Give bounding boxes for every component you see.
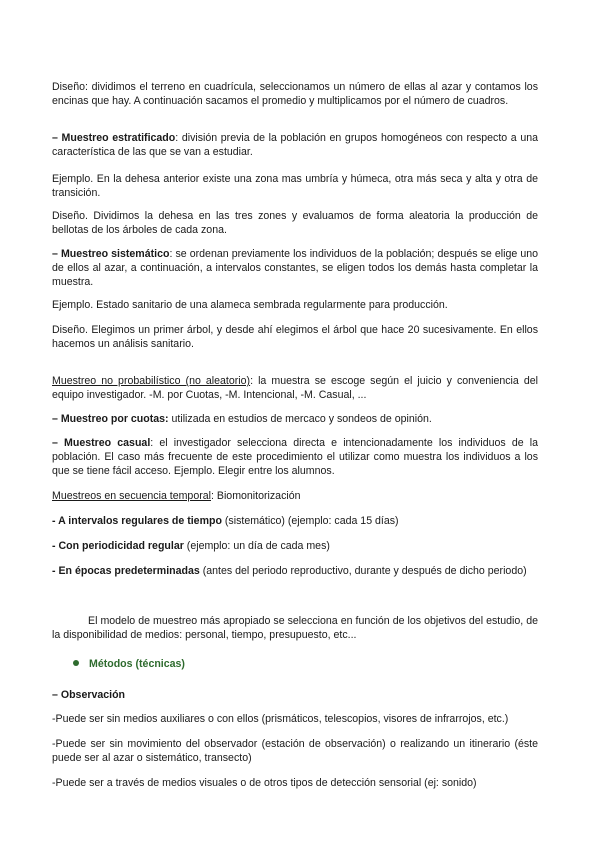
term-muestreo-cuotas: – Muestreo por cuotas:: [52, 413, 169, 425]
definition: : el investigador selecciona directa e intencionadamente los individuos de la población. El caso más frecuente de este procedimiento el utilizar como muestra los individuos a los que se tiene fácil acceso. Ejemplo. Elegir entre los alumnos.: [52, 437, 538, 477]
paragraph-diseno-cuadricula: [52, 80, 538, 108]
text: -Puede ser sin medios auxiliares o con ellos (prismáticos, telescopios, visores de infrarrojos, etc.): [52, 713, 509, 725]
text: El modelo de muestreo más apropiado se selecciona en función de los objetivos del estudio, de la disponibilidad de medios: personal, tiempo, presupuesto, etc...: [52, 615, 538, 641]
definition: utilizada en estudios de mercaco y sondeos de opinión.: [168, 413, 432, 425]
paragraph-medios-auxiliares: [52, 712, 538, 726]
paragraph-diseno-dehesa: [52, 209, 538, 237]
definition: : la muestra se escoge según el juicio y conveniencia del equipo investigador. -M. por Cuotas, -M. Intencional, -M. Casual, ...: [52, 375, 538, 401]
bullet-icon: [73, 660, 79, 666]
term-muestreo-casual: – Muestreo casual: [52, 437, 151, 449]
definition: (sistemático) (ejemplo: cada 15 días): [221, 515, 399, 527]
paragraph-ejemplo-dehesa: [52, 172, 538, 200]
paragraph-movimiento-observador: [52, 737, 538, 765]
paragraph-ejemplo-alameda: [52, 298, 538, 312]
text: Diseño. Dividimos la dehesa en las tres zones y evaluamos de forma aleatoria la producción de bellotas de los árboles de cada zona.: [52, 210, 538, 236]
term-periodicidad-regular: - Con periodicidad regular: [52, 540, 184, 552]
heading-muestreo-no-probabilistico: Muestreo no probabilístico (no aleatorio): [52, 375, 251, 387]
text: -Puede ser a través de medios visuales o de otros tipos de detección sensorial (ej: sonido): [52, 777, 477, 789]
heading-muestreos-secuencia-temporal: Muestreos en secuencia temporal: [52, 490, 211, 502]
paragraph-modelo-muestreo: [52, 614, 538, 642]
text: -Puede ser sin movimiento del observador (estación de observación) o realizando un itinerario (éste puede ser al azar o sistemático, transecto): [52, 738, 538, 764]
definition: : división previa de la población en grupos homogéneos con respecto a una característica de las que se van a estudiar.: [52, 132, 538, 158]
definition: : Biomonitorización: [211, 490, 301, 502]
paragraph-muestreo-cuotas: [52, 412, 538, 426]
definition: (antes del periodo reproductivo, durante y después de dicho periodo): [199, 565, 527, 577]
heading-observacion: [52, 688, 538, 702]
dash: –: [52, 132, 62, 144]
paragraph-muestreo-estratificado: [52, 131, 538, 159]
text: Ejemplo. Estado sanitario de una alameca sembrada regularmente para producción.: [52, 299, 448, 311]
paragraph-muestreo-sistematico: [52, 247, 538, 289]
text: – Observación: [52, 689, 126, 701]
paragraph-intervalos-regulares: [52, 514, 538, 528]
text: Ejemplo. En la dehesa anterior existe una zona mas umbría y húmeca, otra más seca y alta y otra de transición.: [52, 173, 538, 199]
term-epocas-predeterminadas: - En épocas predeterminadas: [52, 565, 200, 577]
definition: : se ordenan previamente los individuos de la población; después se elige uno de ellos al azar, a continuación, a intervalos constantes, se eligen todos los demás hasta completar la muestra.: [52, 248, 538, 288]
text: Diseño: dividimos el terreno en cuadrícula, seleccionamos un número de ellas al azar y contamos los encinas que hay. A continuación sacamos el promedio y multiplicamos por el número de cuadros.: [52, 81, 538, 107]
paragraph-deteccion-sensorial: [52, 776, 538, 790]
text: Diseño. Elegimos un primer árbol, y desde ahí elegimos el árbol que hace 20 sucesivamente. En ellos hacemos un análisis sanitario.: [52, 324, 538, 350]
paragraph-muestreo-no-probabilistico: [52, 374, 538, 402]
paragraph-periodicidad-regular: [52, 539, 538, 553]
paragraph-secuencia-temporal: [52, 489, 538, 503]
paragraph-diseno-arbol: [52, 323, 538, 351]
term-muestreo-sistematico: Muestreo sistemático: [60, 248, 170, 260]
paragraph-muestreo-casual: [52, 436, 538, 478]
heading-metodos-tecnicas: [89, 657, 389, 671]
term-muestreo-estratificado: Muestreo estratificado: [61, 132, 176, 144]
dash: –: [52, 248, 61, 260]
term-intervalos-regulares: - A intervalos regulares de tiempo: [52, 515, 222, 527]
definition: (ejemplo: un día de cada mes): [183, 540, 330, 552]
text: Métodos (técnicas): [89, 658, 185, 670]
paragraph-epocas-predeterminadas: [52, 564, 538, 578]
